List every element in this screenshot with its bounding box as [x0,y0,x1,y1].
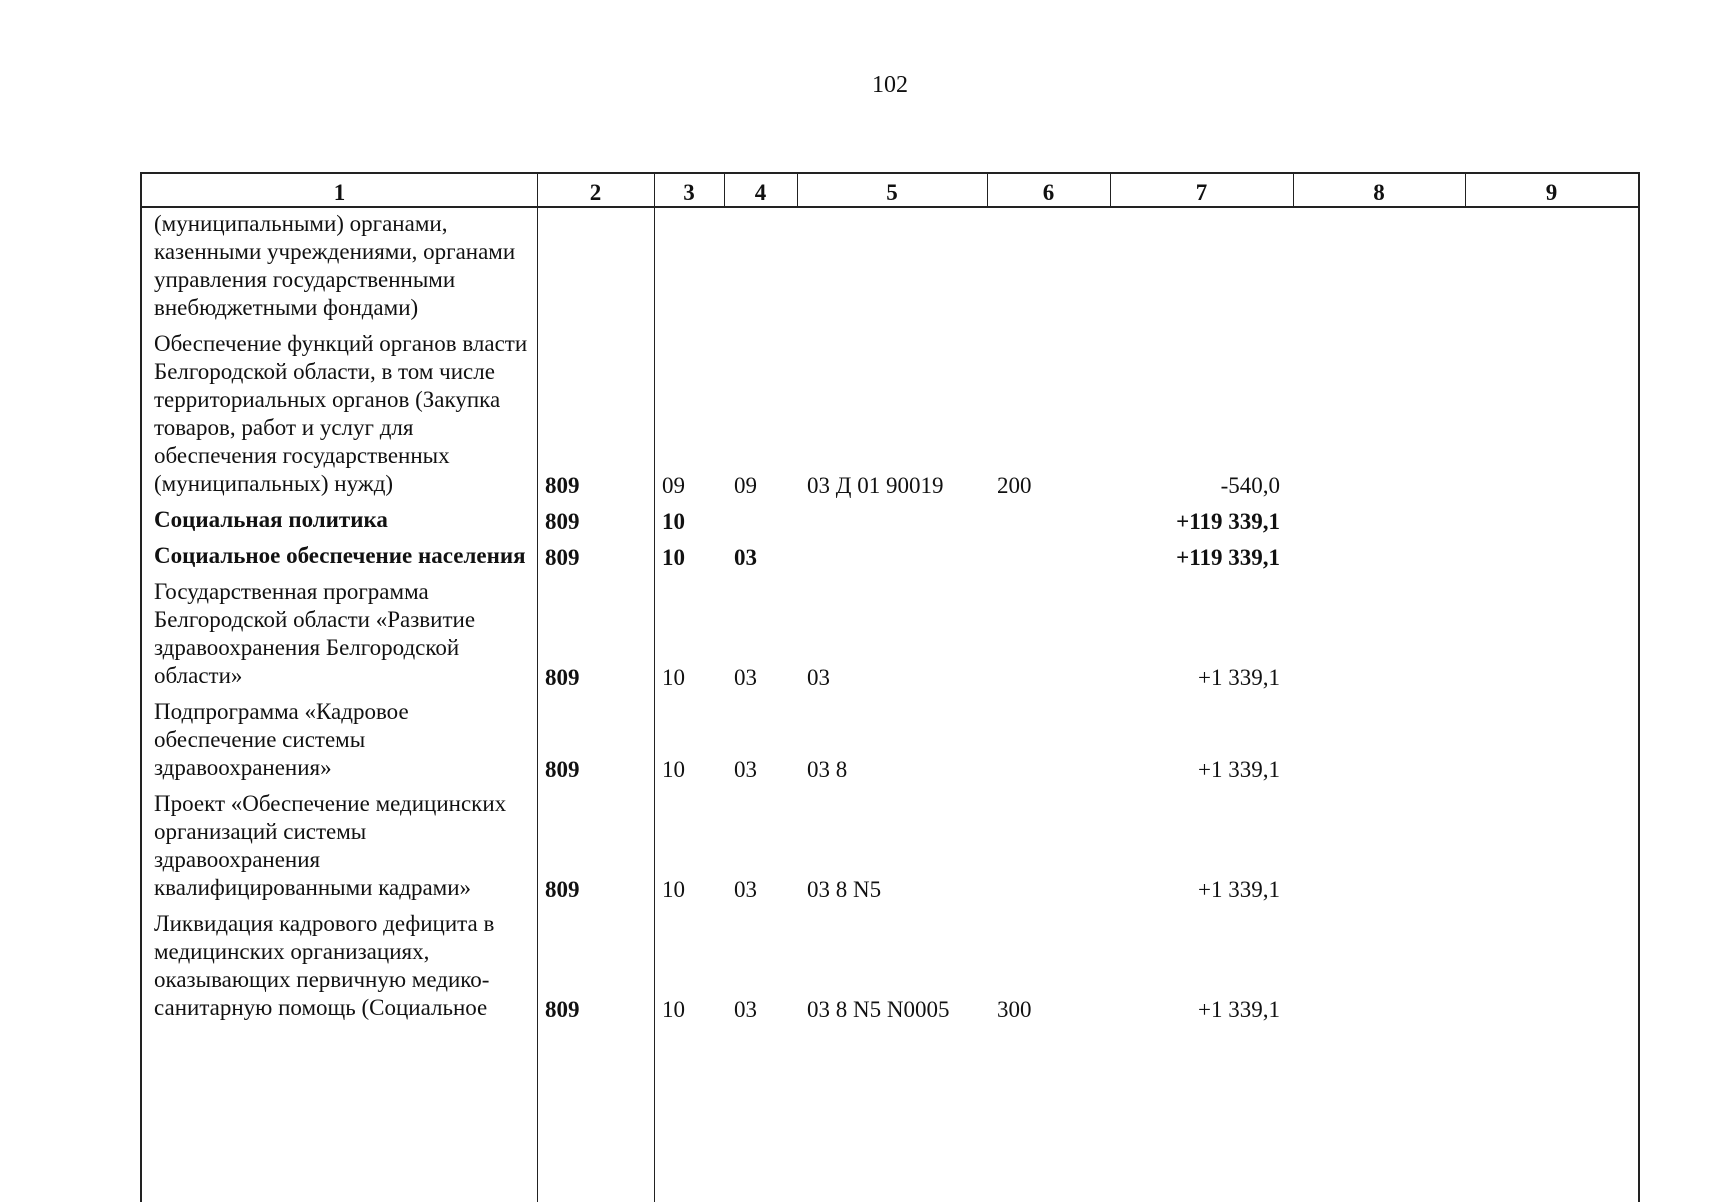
table-row [142,696,1638,788]
table-header [142,174,1638,208]
row-col6: 200 [997,473,1032,498]
row-col4: 09 [734,473,757,498]
header-col-7: 7 [1195,180,1208,205]
row-name: (муниципальными) органами, казенными учреждениями, органами управления государственными внебюджетными фондами) [154,211,516,320]
row-col4: 03 [734,877,757,902]
header-col-4: 4 [754,180,767,205]
row-col4: 03 [734,545,757,570]
row-col4: 03 [734,757,757,782]
row-col3: 10 [662,877,685,902]
row-col5: 03 8 N5 N0005 [807,997,950,1022]
row-name: Обеспечение функций органов власти Белгородской области, в том числе территориальных органов (Закупка товаров, работ и услуг для обеспечения государственных (муниципальных) нужд) [154,331,528,496]
row-name: Подпрограмма «Кадровое обеспечение системы здравоохранения» [154,699,409,780]
header-col-2: 2 [589,180,602,205]
table-row [142,540,1638,576]
header-col-1: 1 [333,180,346,205]
row-name: Ликвидация кадрового дефицита в медицинских организациях, оказывающих первичную медико-санитарную помощь (Социальное [154,911,495,1020]
row-col2: 809 [545,997,580,1022]
row-col2: 809 [545,877,580,902]
header-col-5: 5 [886,180,898,205]
row-col5: 03 Д 01 90019 [807,473,944,498]
header-col-9: 9 [1545,180,1558,205]
row-col5: 03 [807,665,830,690]
table-row [142,908,1638,1028]
budget-table [140,172,1640,1202]
row-col5: 03 8 [807,757,848,782]
row-col7: +1 339,1 [1198,877,1280,902]
header-col-6: 6 [1042,180,1055,205]
divider-col-6-7 [1110,174,1111,206]
header-col-8: 8 [1373,180,1385,205]
row-col6: 300 [997,997,1032,1022]
row-col7: -540,0 [1220,473,1280,498]
row-col4: 03 [734,665,757,690]
row-name: Социальная политика [154,507,388,532]
row-name: Социальное обеспечение населения [154,543,526,568]
row-name: Проект «Обеспечение медицинских организаций системы здравоохранения квалифицированными кадрами» [154,791,507,900]
row-col7: +119 339,1 [1176,509,1280,534]
row-col3: 10 [662,665,685,690]
row-col2: 809 [545,757,580,782]
row-col3: 10 [662,757,685,782]
table-body [142,208,1638,1028]
row-col2: 809 [545,665,580,690]
row-col2: 809 [545,509,580,534]
table-row [142,328,1638,504]
table-row [142,788,1638,908]
table-row [142,576,1638,696]
row-col3: 10 [662,545,685,570]
table-row [142,504,1638,540]
table-row [142,208,1638,328]
row-col3: 10 [662,509,685,534]
page-number: 102 [872,72,908,98]
row-col7: +1 339,1 [1198,665,1280,690]
row-col3: 09 [662,473,685,498]
divider-col-5-6 [987,174,988,206]
row-col7: +1 339,1 [1198,757,1280,782]
row-col7: +1 339,1 [1198,997,1280,1022]
divider-col-4-5 [797,174,798,206]
row-col7: +119 339,1 [1176,545,1280,570]
divider-col-7-8 [1293,174,1294,206]
header-col-3: 3 [683,180,695,205]
row-col5: 03 8 N5 [807,877,882,902]
row-col3: 10 [662,997,685,1022]
row-col2: 809 [545,545,580,570]
divider-col-8-9 [1465,174,1466,206]
row-name: Государственная программа Белгородской области «Развитие здравоохранения Белгородской области» [154,579,476,688]
divider-col-3-4 [724,174,725,206]
row-col2: 809 [545,473,580,498]
row-col4: 03 [734,997,757,1022]
